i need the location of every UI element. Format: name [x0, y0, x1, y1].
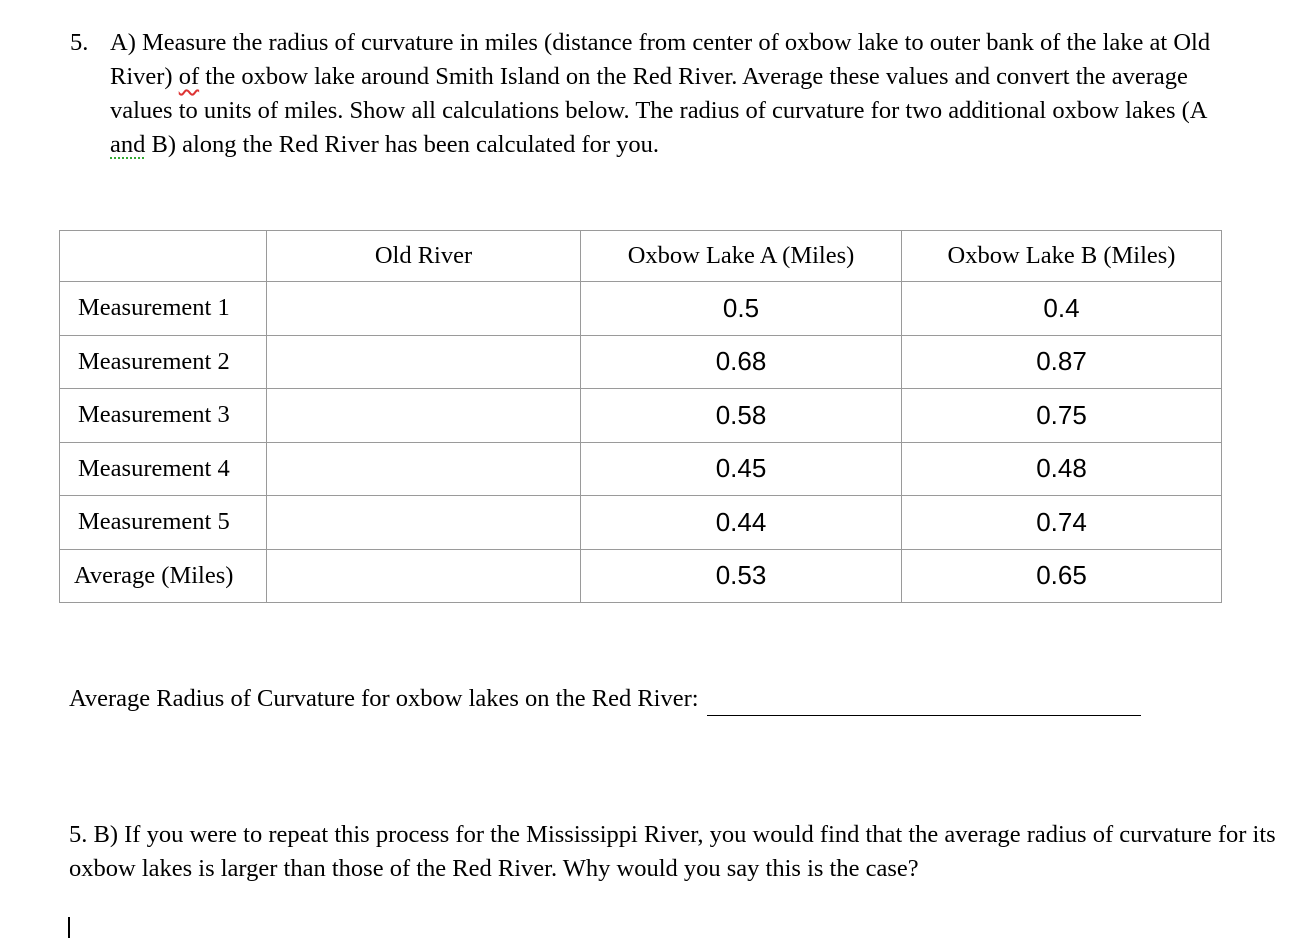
old-river-cell[interactable] — [267, 496, 581, 550]
lake-b-cell[interactable]: 0.87 — [902, 335, 1222, 389]
row-label[interactable]: Measurement 3 — [60, 389, 267, 443]
old-river-cell[interactable] — [267, 442, 581, 496]
row-label[interactable]: Measurement 5 — [60, 496, 267, 550]
header-lake-a[interactable]: Oxbow Lake A (Miles) — [581, 231, 902, 282]
lake-b-cell[interactable]: 0.75 — [902, 389, 1222, 443]
table-row — [60, 335, 1222, 389]
lake-b-cell[interactable]: 0.48 — [902, 442, 1222, 496]
question-text-part: the oxbow lake around Smith Island on the Red River. Average these values and convert the average values to units of miles. Show all calculations below. The radius of curvature for two additional oxbow lakes (A — [110, 63, 1207, 124]
lake-b-cell[interactable]: 0.74 — [902, 496, 1222, 550]
lake-a-cell[interactable]: 0.58 — [581, 389, 902, 443]
lake-a-cell[interactable]: 0.68 — [581, 335, 902, 389]
question-5a — [70, 26, 1230, 162]
row-label[interactable]: Measurement 1 — [60, 282, 267, 336]
measurement-table — [59, 230, 1222, 603]
text-cursor[interactable] — [68, 917, 70, 938]
lake-a-cell[interactable]: 0.5 — [581, 282, 902, 336]
table-row — [60, 389, 1222, 443]
header-lake-b[interactable]: Oxbow Lake B (Miles) — [902, 231, 1222, 282]
row-label[interactable]: Measurement 2 — [60, 335, 267, 389]
header-cell-empty[interactable] — [60, 231, 267, 282]
old-river-cell[interactable] — [267, 389, 581, 443]
table-row — [60, 442, 1222, 496]
table-row — [60, 496, 1222, 550]
average-radius-line — [69, 682, 1141, 716]
lake-b-cell[interactable]: 0.65 — [902, 549, 1222, 603]
table-row-average — [60, 549, 1222, 603]
question-5b: 5. B) If you were to repeat this process for the Mississippi River, you would find that the average radius of curvature for its oxbow lakes is larger than those of the Red River. Why would you say this is the case? — [69, 821, 1276, 882]
lake-a-cell[interactable]: 0.53 — [581, 549, 902, 603]
old-river-cell[interactable] — [267, 549, 581, 603]
question-text-part: B) along the Red River has been calculated for you. — [145, 131, 660, 158]
lake-b-cell[interactable]: 0.4 — [902, 282, 1222, 336]
old-river-cell[interactable] — [267, 335, 581, 389]
average-radius-prompt: Average Radius of Curvature for oxbow lakes on the Red River: — [69, 685, 699, 712]
old-river-cell[interactable] — [267, 282, 581, 336]
spelling-flag-of[interactable]: of — [178, 63, 200, 90]
average-radius-answer-blank[interactable] — [707, 691, 1141, 716]
table-row — [60, 282, 1222, 336]
grammar-flag-and[interactable]: and — [110, 131, 146, 158]
table-header-row — [60, 231, 1222, 282]
question-5a-text — [110, 26, 1230, 162]
row-label[interactable]: Average (Miles) — [60, 549, 267, 603]
row-label[interactable]: Measurement 4 — [60, 442, 267, 496]
question-number: 5. — [70, 29, 89, 56]
header-old-river[interactable]: Old River — [267, 231, 581, 282]
lake-a-cell[interactable]: 0.44 — [581, 496, 902, 550]
lake-a-cell[interactable]: 0.45 — [581, 442, 902, 496]
question-text-part: A) Measure the radius of curvature in miles (distance from center of oxbow lake to outer bank of the lake at Old River) — [110, 29, 1211, 90]
